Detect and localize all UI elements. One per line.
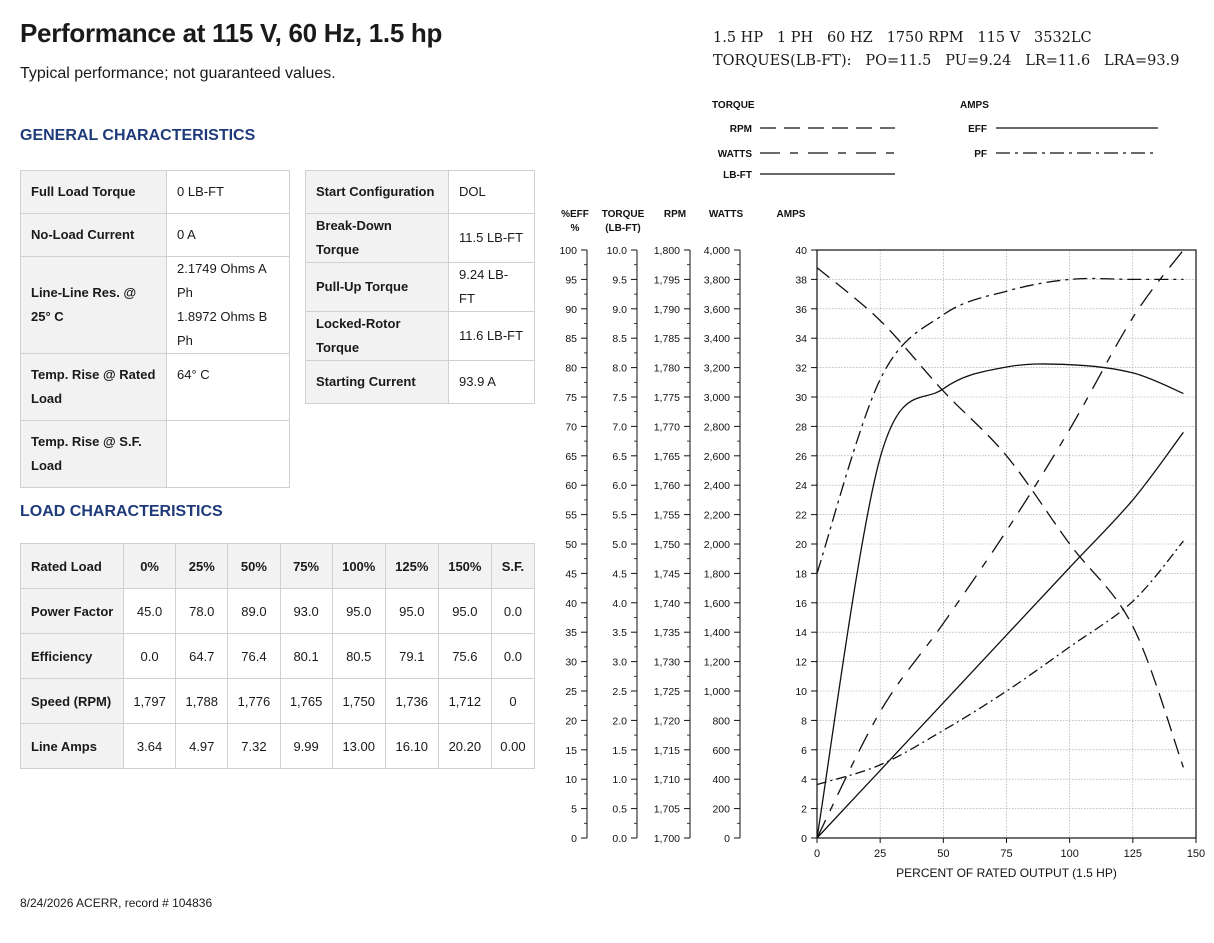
scale-tick-label: 9.5	[612, 274, 627, 287]
scale-tick-label: 1,775	[653, 392, 680, 404]
x-tick-label: 0	[813, 848, 821, 860]
scale-tick-label: 2.5	[612, 686, 627, 698]
scale-tick-label: 45	[565, 568, 577, 581]
row-value: 0 LB-FT	[167, 171, 290, 214]
scale-tick-label: 1,800	[703, 568, 730, 581]
scale-tick-label: 5.5	[612, 509, 627, 522]
row-value: 11.5 LB-FT	[449, 214, 535, 263]
scale-tick-label: 1,600	[703, 597, 730, 610]
table-cell: 1,736	[385, 679, 438, 724]
scale-tick-label: 10	[565, 774, 577, 787]
scale-tick-label: 14	[795, 627, 807, 640]
scale-tick-label: 6	[801, 744, 807, 757]
table-cell: 95.0	[385, 589, 438, 634]
series-line-pf	[817, 279, 1183, 574]
table-cell: 89.0	[228, 589, 280, 634]
scale-tick-label: 4.0	[612, 597, 627, 610]
table-row	[21, 724, 535, 769]
scale-tick-label: 15	[565, 744, 577, 757]
scale-tick-label: 75	[565, 392, 577, 404]
x-tick-label: 150	[1186, 848, 1206, 860]
scale-tick-label: 30	[795, 392, 807, 404]
scale-tick-label: 10	[795, 686, 807, 698]
scale-tick-label: 4.5	[612, 568, 627, 581]
scale-tick-label: 6.5	[612, 450, 627, 463]
scale-tick-label: 1,725	[653, 686, 680, 698]
row-label: Start Configuration	[306, 171, 449, 214]
legend-label: LB-FT	[723, 170, 752, 181]
scale-header: WATTS	[708, 209, 744, 220]
scale-header: AMPS	[776, 209, 806, 220]
scale-tick-label: 8.5	[612, 333, 627, 346]
row-value: 93.9 A	[449, 361, 535, 404]
scale-header: (LB-FT)	[605, 223, 641, 234]
scale-tick-label: 12	[795, 656, 807, 669]
scale-tick-label: 10.0	[606, 245, 627, 257]
scale-tick-label: 1,795	[653, 274, 680, 287]
column-header: 0%	[124, 544, 176, 589]
x-tick-label: 125	[1123, 848, 1143, 860]
scale-tick-label: 7.5	[612, 392, 627, 404]
scale-tick-label: 0	[571, 833, 577, 845]
row-label: Locked-Rotor Torque	[306, 312, 449, 361]
column-header: 100%	[332, 544, 385, 589]
row-label: No-Load Current	[21, 214, 167, 257]
load-characteristics-table	[20, 543, 535, 769]
x-tick-label: 75	[1000, 848, 1013, 860]
scale-tick-label: 2.0	[612, 715, 627, 728]
table-cell: 76.4	[228, 634, 280, 679]
scale-tick-label: 1,780	[653, 362, 680, 375]
scale-tick-label: 1,705	[653, 803, 680, 816]
scale-tick-label: 3,000	[703, 392, 730, 404]
row-value: 0 A	[167, 214, 290, 257]
scale-tick-label: 4	[801, 774, 807, 787]
table-cell: 3.64	[124, 724, 176, 769]
scale-tick-label: 1,400	[703, 627, 730, 640]
scale-tick-label: 36	[795, 303, 807, 316]
scale-tick-label: 34	[795, 333, 807, 346]
spec-line-torques: TORQUES(LB-FT): PO=11.5 PU=9.24 LR=11.6 LRA=93.9	[713, 53, 1180, 69]
load-characteristics-title: LOAD CHARACTERISTICS	[20, 503, 223, 520]
table-cell: 0.0	[491, 634, 534, 679]
row-label: Starting Current	[306, 361, 449, 404]
scale-tick-label: 3,400	[703, 333, 730, 346]
scale-tick-label: 1,785	[653, 333, 680, 346]
scale-tick-label: 1.0	[612, 774, 627, 787]
scale-tick-label: 5.0	[612, 539, 627, 551]
scale-header: RPM	[663, 209, 687, 220]
table-row	[306, 214, 535, 263]
scale-tick-label: 1,800	[653, 245, 680, 257]
scale-tick-label: 1,730	[653, 656, 680, 669]
footer-record: 8/24/2026 ACERR, record # 104836	[20, 896, 213, 910]
legend-label: EFF	[968, 124, 987, 135]
scale-tick-label: 1,710	[653, 774, 680, 787]
row-value: 11.6 LB-FT	[449, 312, 535, 361]
scale-tick-label: 20	[565, 715, 577, 728]
scale-tick-label: 30	[565, 656, 577, 669]
scale-tick-label: 8.0	[612, 362, 627, 375]
legend-header: TORQUE	[712, 100, 755, 111]
table-cell: 9.99	[280, 724, 332, 769]
scale-tick-label: 90	[565, 303, 577, 316]
scale-tick-label: 1,735	[653, 627, 680, 640]
scale-tick-label: 2	[801, 803, 807, 816]
scale-tick-label: 26	[795, 450, 807, 463]
table-row	[21, 421, 290, 488]
table-cell: 75.6	[438, 634, 491, 679]
series-line-rpm	[817, 268, 1183, 768]
scale-tick-label: 1,000	[703, 686, 730, 698]
scale-tick-label: 18	[795, 568, 807, 581]
scale-tick-label: 1,760	[653, 480, 680, 493]
scale-tick-label: 16	[795, 597, 807, 610]
table-row	[21, 171, 290, 214]
column-header: Rated Load	[21, 544, 124, 589]
table-row	[21, 354, 290, 421]
table-cell: 80.1	[280, 634, 332, 679]
page-title: Performance at 115 V, 60 Hz, 1.5 hp	[20, 18, 443, 48]
table-cell: 64.7	[176, 634, 228, 679]
table-cell: 93.0	[280, 589, 332, 634]
table-row	[21, 214, 290, 257]
scale-tick-label: 0	[724, 833, 730, 845]
table-row	[21, 257, 290, 354]
general-characteristics-table-right	[305, 170, 535, 404]
table-header-row	[21, 544, 535, 589]
table-cell: 0.0	[491, 589, 534, 634]
legend-label: RPM	[729, 124, 752, 135]
table-cell: 0.00	[491, 724, 534, 769]
column-header: 25%	[176, 544, 228, 589]
scale-tick-label: 3.0	[612, 656, 627, 669]
scale-tick-label: 1,790	[653, 303, 680, 316]
scale-tick-label: 38	[795, 274, 807, 287]
scale-tick-label: 70	[565, 421, 577, 434]
row-value: 9.24 LB-FT	[449, 263, 535, 312]
table-cell: 16.10	[385, 724, 438, 769]
column-header: 50%	[228, 544, 280, 589]
scale-tick-label: 1,755	[653, 509, 680, 522]
table-cell: 1,788	[176, 679, 228, 724]
scale-tick-label: 85	[565, 333, 577, 346]
table-row	[21, 679, 535, 724]
scale-tick-label: 9.0	[612, 303, 627, 316]
table-row	[306, 171, 535, 214]
x-tick-label: 25	[874, 848, 887, 860]
table-cell: 1,750	[332, 679, 385, 724]
table-cell: 95.0	[438, 589, 491, 634]
table-cell: 45.0	[124, 589, 176, 634]
table-cell: 1,797	[124, 679, 176, 724]
row-label: Power Factor	[21, 589, 124, 634]
scale-tick-label: 6.0	[612, 480, 627, 493]
scale-tick-label: 28	[795, 421, 807, 434]
legend-label: WATTS	[717, 149, 752, 160]
row-value: 64° C	[167, 354, 290, 421]
scale-tick-label: 0	[801, 833, 807, 845]
scale-tick-label: 55	[565, 509, 577, 522]
row-label: Full Load Torque	[21, 171, 167, 214]
scale-tick-label: 3,800	[703, 274, 730, 287]
scale-tick-label: 25	[565, 686, 577, 698]
scale-tick-label: 2,000	[703, 539, 730, 551]
row-value	[167, 257, 290, 354]
scale-tick-label: 400	[712, 774, 730, 787]
scale-tick-label: 1,715	[653, 744, 680, 757]
scale-tick-label: 3,600	[703, 303, 730, 316]
column-header: S.F.	[491, 544, 534, 589]
scale-tick-label: 1,700	[653, 833, 680, 845]
scale-tick-label: 1,720	[653, 715, 680, 728]
spec-line-ratings: 1.5 HP 1 PH 60 HZ 1750 RPM 115 V 3532LC	[713, 30, 1092, 46]
scale-tick-label: 5	[571, 803, 577, 816]
table-cell: 13.00	[332, 724, 385, 769]
scale-tick-label: 0.0	[612, 833, 627, 845]
series-line-amps	[817, 541, 1183, 784]
scale-tick-label: 1,750	[653, 539, 680, 551]
row-label: Temp. Rise @ Rated Load	[21, 354, 167, 421]
general-characteristics-title: GENERAL CHARACTERISTICS	[20, 127, 256, 144]
table-row	[306, 263, 535, 312]
table-cell: 0.0	[124, 634, 176, 679]
row-label: Line Amps	[21, 724, 124, 769]
legend-label: PF	[974, 149, 987, 160]
scale-tick-label: 32	[795, 362, 807, 375]
table-cell: 1,776	[228, 679, 280, 724]
scale-tick-label: 100	[559, 245, 577, 257]
scale-tick-label: 2,600	[703, 450, 730, 463]
scale-tick-label: 95	[565, 274, 577, 287]
resistance-b-value: 1.8972 Ohms B Ph	[177, 309, 268, 348]
scale-tick-label: 1,740	[653, 597, 680, 610]
row-label: Speed (RPM)	[21, 679, 124, 724]
scale-tick-label: 2,400	[703, 480, 730, 493]
column-header: 75%	[280, 544, 332, 589]
scale-tick-label: 2,200	[703, 509, 730, 522]
row-label: Temp. Rise @ S.F. Load	[21, 421, 167, 488]
table-cell: 0	[491, 679, 534, 724]
table-cell: 80.5	[332, 634, 385, 679]
scale-tick-label: 1,200	[703, 656, 730, 669]
table-cell: 78.0	[176, 589, 228, 634]
table-row	[306, 361, 535, 404]
table-cell: 20.20	[438, 724, 491, 769]
page-subtitle: Typical performance; not guaranteed values.	[20, 65, 336, 82]
scale-tick-label: 20	[795, 539, 807, 551]
scale-tick-label: 2,800	[703, 421, 730, 434]
general-characteristics-table-left	[20, 170, 290, 488]
table-cell: 95.0	[332, 589, 385, 634]
scale-tick-label: 65	[565, 450, 577, 463]
scale-tick-label: 800	[712, 715, 730, 728]
scale-tick-label: 3,200	[703, 362, 730, 375]
scale-header: %	[570, 223, 580, 234]
scale-tick-label: 60	[565, 480, 577, 493]
scale-tick-label: 1,745	[653, 568, 680, 581]
table-row	[21, 634, 535, 679]
x-tick-label: 50	[937, 848, 950, 860]
table-row	[306, 312, 535, 361]
scale-tick-label: 50	[565, 539, 577, 551]
scale-tick-label: 1,770	[653, 421, 680, 434]
row-value	[167, 421, 290, 488]
resistance-a-value: 2.1749 Ohms A Ph	[177, 261, 266, 300]
scale-tick-label: 22	[795, 509, 807, 522]
scale-tick-label: 1,765	[653, 450, 680, 463]
scale-header: %EFF	[561, 209, 589, 220]
column-header: 150%	[438, 544, 491, 589]
scale-tick-label: 8	[801, 715, 807, 728]
table-row	[21, 589, 535, 634]
scale-tick-label: 80	[565, 362, 577, 375]
series-line-eff	[817, 364, 1183, 838]
scale-tick-label: 4,000	[703, 245, 730, 257]
performance-chart	[540, 90, 1210, 890]
column-header: 125%	[385, 544, 438, 589]
scale-tick-label: 7.0	[612, 421, 627, 434]
x-axis-label: PERCENT OF RATED OUTPUT (1.5 HP)	[896, 866, 1117, 880]
table-cell: 79.1	[385, 634, 438, 679]
legend-header: AMPS	[960, 100, 989, 111]
scale-tick-label: 1.5	[612, 744, 627, 757]
row-label: Break-Down Torque	[306, 214, 449, 263]
table-cell: 1,765	[280, 679, 332, 724]
scale-tick-label: 600	[712, 744, 730, 757]
row-label: Line-Line Res. @ 25° C	[21, 257, 167, 354]
scale-tick-label: 40	[565, 597, 577, 610]
scale-tick-label: 35	[565, 627, 577, 640]
scale-header: TORQUE	[601, 209, 645, 220]
scale-tick-label: 0.5	[612, 803, 627, 816]
scale-tick-label: 200	[712, 803, 730, 816]
scale-tick-label: 40	[795, 245, 807, 257]
scale-tick-label: 24	[795, 480, 807, 493]
table-cell: 1,712	[438, 679, 491, 724]
table-cell: 4.97	[176, 724, 228, 769]
row-value: DOL	[449, 171, 535, 214]
x-tick-label: 100	[1060, 848, 1079, 860]
row-label: Efficiency	[21, 634, 124, 679]
row-label: Pull-Up Torque	[306, 263, 449, 312]
scale-tick-label: 3.5	[612, 627, 627, 640]
table-cell: 7.32	[228, 724, 280, 769]
